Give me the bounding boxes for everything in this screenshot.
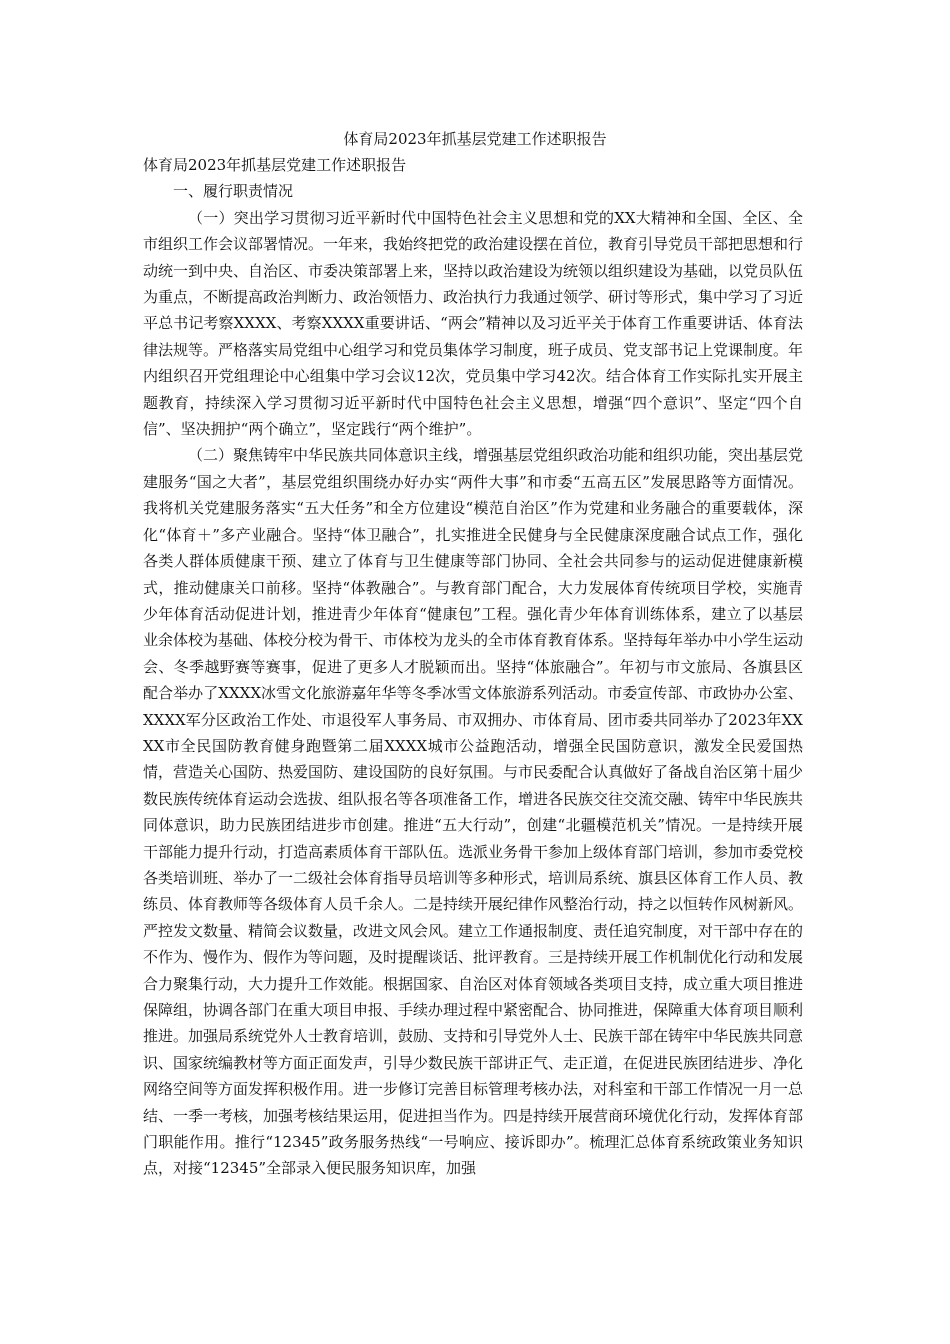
paragraph-1: （一）突出学习贯彻习近平新时代中国特色社会主义思想和党的XX大精神和全国、全区、全市组织工作会议部署情况。一年来，我始终把党的政治建设摆在首位，教育引导党员干部把思想和行动统一到中央、自治区、市委决策部署上来，坚持以政治建设为统领以组织建设为基础，以党员队伍为重点，不断提高政治判断力、政治领悟力、政治执行力我通过领学、研讨等形式，集中学习了习近平总书记考察XXXX、考察XXXX重要讲话、“两会”精神以及习近平关于体育工作重要讲话、体育法律法规等。严格落实局党组中心组学习和党员集体学习制度，班子成员、党支部书记上党课制度。年内组织召开党组理论中心组集中学习会议12次，党员集中学习42次。结合体育工作实际扎实开展主题教育，持续深入学习贯彻习近平新时代中国特色社会主义思想，增强“四个意识”、坚定“四个自信”、坚决拥护“两个确立”，坚定践行“两个维护”。 [143,208,804,439]
paragraph-2: （二）聚焦铸牢中华民族共同体意识主线，增强基层党组织政治功能和组织功能，突出基层党建服务“国之大者”，基层党组织围绕办好办实“两件大事”和市委“五高五区”发展思路等方面情况。我将机关党建服务落实“五大任务”和全方位建设“模范自治区”作为党建和业务融合的重要载体，深化“体育＋”多产业融合。坚持“体卫融合”，扎实推进全民健身与全民健康深度融合试点工作，强化各类人群体质健康干预、建立了体育与卫生健康等部门协同、全社会共同参与的运动促进健康新模式，推动健康关口前移。坚持“体教融合”。与教育部门配合，大力发展体育传统项目学校，实施青少年体育活动促进计划，推进青少年体育“健康包”工程。强化青少年体育训练体系，建立了以基层业余体校为基础、体校分校为骨干、市体校为龙头的全市体育教育体系。坚持每年举办中小学生运动会、冬季越野赛等赛事，促进了更多人才脱颖而出。坚持“体旅融合”。年初与市文旅局、各旗县区配合举办了XXXX冰雪文化旅游嘉年华等冬季冰雪文体旅游系列活动。市委宣传部、市政协办公室、XXXX军分区政治工作处、市退役军人事务局、市双拥办、市体育局、团市委共同举办了2023年XXXX市全民国防教育健身跑暨第二届XXXX城市公益跑活动，增强全民国防意识，激发全民爱国热情，营造关心国防、热爱国防、建设国防的良好氛围。与市民委配合认真做好了备战自治区第十届少数民族传统体育运动会选拔、组队报名等各项准备工作，增进各民族交往交流交融、铸牢中华民族共同体意识，助力民族团结进步市创建。推进“五大行动”，创建“北疆模范机关”情况。一是持续开展干部能力提升行动，打造高素质体育干部队伍。选派业务骨干参加上级体育部门培训，参加市委党校各类培训班、举办了一二级社会体育指导员培训等多种形式，培训局系统、旗县区体育工作人员、教练员、体育教师等各级体育人员千余人。二是持续开展纪律作风整治行动，持之以恒转作风树新风。严控发文数量、精简会议数量，改进文风会风。建立工作通报制度、责任追究制度，对干部中存在的不作为、慢作为、假作为等问题，及时提醒谈话、批评教育。三是持续开展工作机制优化行动和发展合力聚集行动，大力提升工作效能。根据国家、自治区对体育领域各类项目支持，成立重大项目推进保障组，协调各部门在重大项目申报、手续办理过程中紧密配合、协同推进，保障重大体育项目顺利推进。加强局系统党外人士教育培训，鼓励、支持和引导党外人士、民族干部在铸牢中华民族共同意识、国家统编教材等方面正面发声，引导少数民族干部讲正气、走正道，在促进民族团结进步、净化网络空间等方面发挥积极作用。进一步修订完善目标管理考核办法，对科室和干部工作情况一月一总结、一季一考核，加强考核结果运用，促进担当作为。四是持续开展营商环境优化行动，发挥体育部门职能作用。推行“12345”政务服务热线“一号响应、接诉即办”。梳理汇总体育系统政策业务知识点，对接“12345”全部录入便民服务知识库，加强 [143,446,804,1178]
document-subtitle: 体育局2023年抓基层党建工作述职报告 [143,156,407,174]
section-heading: 一、履行职责情况 [173,182,294,201]
document-body [143,152,803,1182]
document-title: 体育局2023年抓基层党建工作述职报告 [343,130,607,148]
